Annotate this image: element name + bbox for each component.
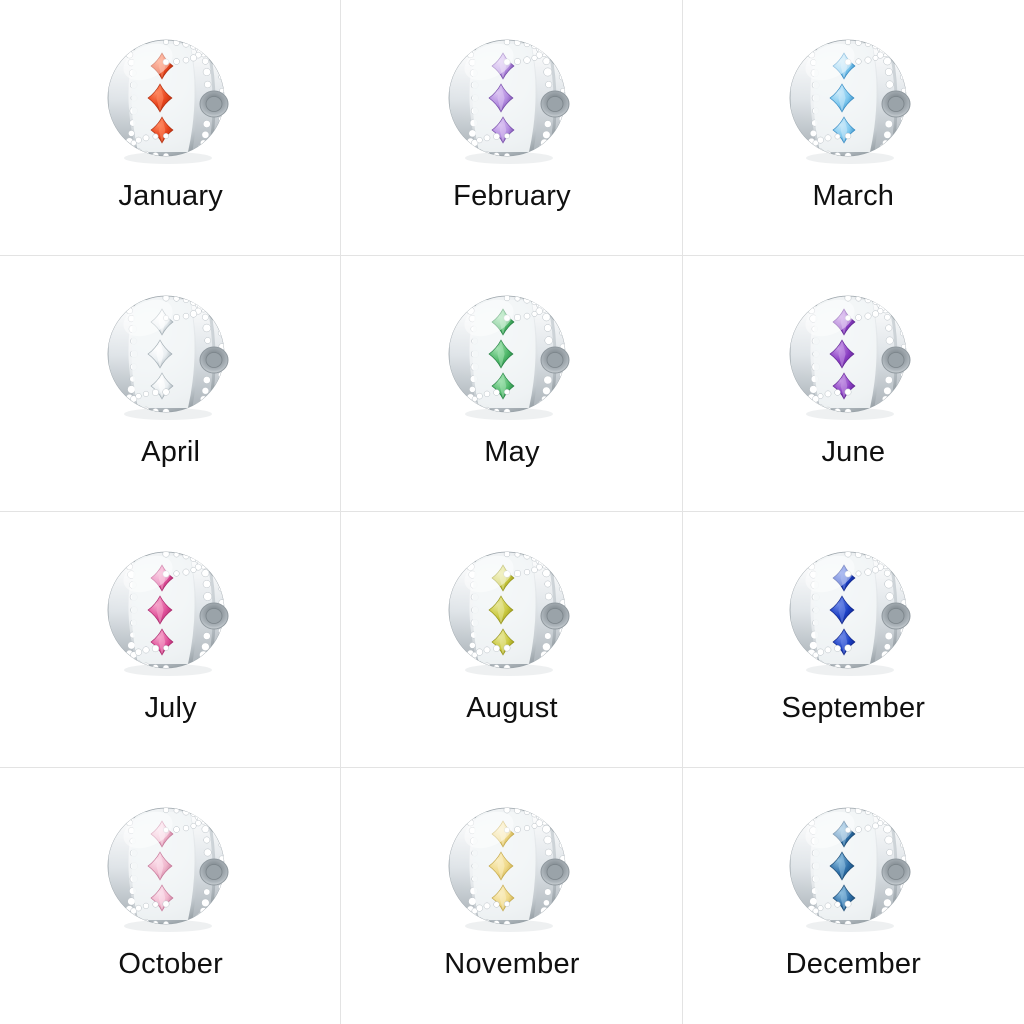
- product-cell-august[interactable]: [341, 512, 682, 768]
- birthstone-bead-image-may: [437, 282, 587, 432]
- product-cell-december[interactable]: [683, 768, 1024, 1024]
- month-label: November: [444, 948, 580, 980]
- product-cell-november[interactable]: [341, 768, 682, 1024]
- product-cell-may[interactable]: [341, 256, 682, 512]
- month-label: January: [118, 180, 223, 212]
- birthstone-bead-image-december: [778, 794, 928, 944]
- product-cell-july[interactable]: [0, 512, 341, 768]
- birthstone-bead-image-september: [778, 538, 928, 688]
- month-label: July: [144, 692, 197, 724]
- month-label: March: [812, 180, 895, 212]
- birthstone-bead-image-march: [778, 26, 928, 176]
- product-cell-june[interactable]: [683, 256, 1024, 512]
- birthstone-bead-image-june: [778, 282, 928, 432]
- month-label: December: [785, 948, 922, 980]
- birthstone-bead-image-july: [96, 538, 246, 688]
- product-cell-april[interactable]: [0, 256, 341, 512]
- product-cell-january[interactable]: [0, 0, 341, 256]
- product-cell-march[interactable]: [683, 0, 1024, 256]
- month-label: May: [484, 436, 540, 468]
- birthstone-bead-image-april: [96, 282, 246, 432]
- product-cell-october[interactable]: [0, 768, 341, 1024]
- birthstone-bead-image-october: [96, 794, 246, 944]
- month-label: October: [118, 948, 223, 980]
- birthstone-bead-image-november: [437, 794, 587, 944]
- product-cell-september[interactable]: [683, 512, 1024, 768]
- month-label: September: [781, 692, 926, 724]
- birthstone-bead-image-january: [96, 26, 246, 176]
- month-label: August: [466, 692, 558, 724]
- month-label: April: [141, 436, 201, 468]
- month-label: February: [453, 180, 571, 212]
- month-label: June: [821, 436, 886, 468]
- product-cell-february[interactable]: [341, 0, 682, 256]
- birthstone-bead-image-february: [437, 26, 587, 176]
- birthstone-bead-image-august: [437, 538, 587, 688]
